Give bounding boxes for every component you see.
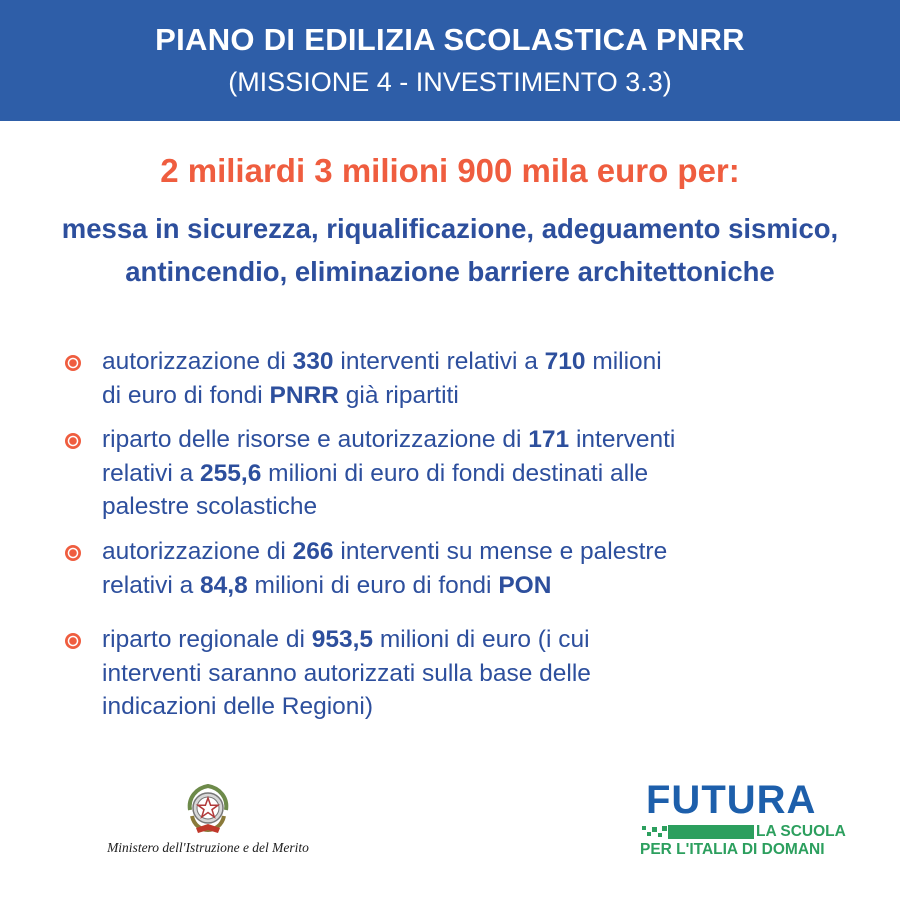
futura-tagline-1: LA SCUOLA xyxy=(756,823,846,840)
list-item-text: autorizzazione di 330 interventi relativi a 710 milioni di euro di fondi PNRR già ripartiti xyxy=(102,348,662,409)
futura-logo xyxy=(640,778,870,862)
funding-purpose: messa in sicurezza, riqualificazione, adeguamento sismico, antincendio, eliminazione barriere architettoniche xyxy=(61,213,839,287)
futura-wordmark: FUTURA xyxy=(646,778,817,822)
bullet-icon xyxy=(65,633,81,649)
italian-republic-emblem-icon xyxy=(182,780,234,836)
ministry-logo xyxy=(88,780,328,870)
bullet-icon xyxy=(65,433,81,449)
futura-tagline-2: PER L'ITALIA DI DOMANI xyxy=(640,841,825,858)
bullet-icon xyxy=(65,545,81,561)
list-item-text: riparto delle risorse e autorizzazione di 171 interventi relativi a 255,6 milioni di euro di fondi destinati alle palestre scolastiche xyxy=(102,426,676,520)
list-item-text: riparto regionale di 953,5 milioni di euro (i cui interventi saranno autorizzati sulla base delle indicazioni delle Regioni) xyxy=(102,626,591,720)
bullet-icon xyxy=(65,355,81,371)
ministry-name: Ministero dell'Istruzione e del Merito xyxy=(107,840,309,855)
page-title: PIANO DI EDILIZIA SCOLASTICA PNRR xyxy=(155,22,745,57)
page-subtitle: (MISSIONE 4 - INVESTIMENTO 3.3) xyxy=(228,67,672,97)
header-banner xyxy=(0,0,900,121)
futura-pixel-bar-icon xyxy=(642,824,754,840)
funding-amount: 2 miliardi 3 milioni 900 mila euro per: xyxy=(160,152,740,189)
list-item-text: autorizzazione di 266 interventi su mense e palestre relativi a 84,8 milioni di euro di fondi PON xyxy=(102,538,668,599)
